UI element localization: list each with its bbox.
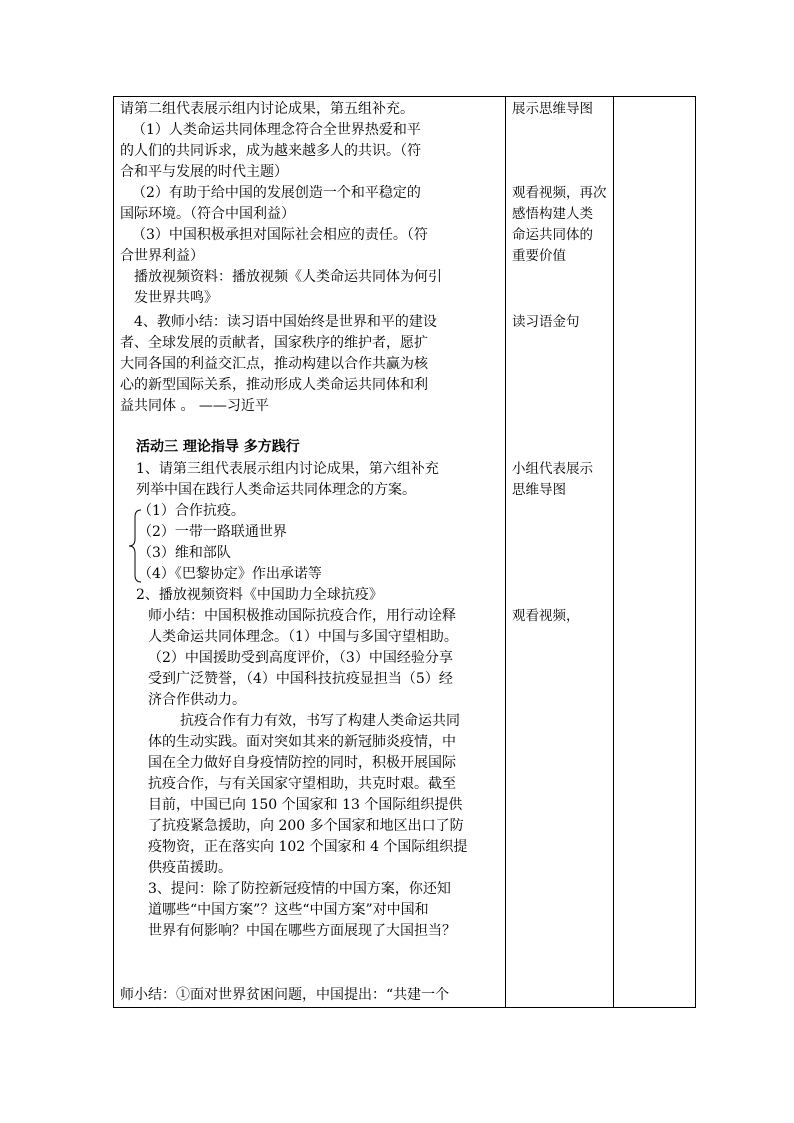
text-line: 益共同体 。 ——习近平 xyxy=(120,398,269,414)
side-note: 观看视频，再次 xyxy=(512,185,607,201)
text-line: （1）人类命运共同体理念符合全世界热爱和平 xyxy=(132,122,421,138)
text-line: 1、请第三组代表展示组内讨论成果，第六组补充 xyxy=(136,461,439,477)
text-line: 4、教师小结：读习语中国始终是世界和平的建设 xyxy=(134,314,437,330)
text-line: 合世界利益） xyxy=(120,248,204,264)
column-divider xyxy=(505,97,506,1007)
side-note: 展示思维导图 xyxy=(512,101,593,117)
list-item: （2）一带一路联通世界 xyxy=(138,524,287,540)
text-line: 大同各国的利益交汇点，推动构建以合作共赢为核 xyxy=(120,356,428,372)
text-line: 师小结：中国积极推动国际抗疫合作，用行动诠释 xyxy=(148,608,456,624)
list-item: （1）合作抗疫。 xyxy=(138,503,245,519)
lesson-plan-table xyxy=(113,96,696,1008)
text-line: 供疫苗援助。 xyxy=(148,860,232,876)
text-line: 抗疫合作，与有关国家守望相助，共克时艰。截至 xyxy=(148,776,456,792)
text-line: 了抗疫紧急援助，向 200 多个国家和地区出口了防 xyxy=(148,818,464,834)
text-line: 播放视频资料：播放视频《人类命运共同体为何引 xyxy=(134,269,442,285)
text-line: 世界有何影响？中国在哪些方面展现了大国担当？ xyxy=(148,923,456,939)
text-line: 体的生动实践。面对突如其来的新冠肺炎疫情，中 xyxy=(148,734,456,750)
text-line: 的人们的共同诉求，成为越来越多人的共识。（符 xyxy=(120,143,421,159)
side-note: 小组代表展示 xyxy=(512,461,593,477)
text-line: 师小结：①面对世界贫困问题，中国提出：“共建一个 xyxy=(120,987,450,1003)
text-line: 道哪些“中国方案”？这些“中国方案”对中国和 xyxy=(148,902,429,918)
side-note: 命运共同体的 xyxy=(512,227,593,243)
text-line: （2）中国援助受到高度评价，（3）中国经验分享 xyxy=(148,650,453,666)
text-line: 3、提问：除了防控新冠疫情的中国方案，你还知 xyxy=(148,881,451,897)
text-line: 请第二组代表展示组内讨论成果，第五组补充。 xyxy=(120,101,414,117)
text-line: 受到广泛赞誉，（4）中国科技抗疫显担当（5）经 xyxy=(148,671,453,687)
text-line: 国际环境。（符合中国利益） xyxy=(120,206,295,222)
text-line: 心的新型国际关系，推动形成人类命运共同体和利 xyxy=(120,377,428,393)
text-line: 2、播放视频资料《中国助力全球抗疫》 xyxy=(136,587,383,603)
side-note: 思维导图 xyxy=(512,482,566,498)
list-item: （3）维和部队 xyxy=(138,545,231,561)
teacher-activity-column xyxy=(118,97,504,1007)
text-line: 人类命运共同体理念。（1）中国与多国守望相助。 xyxy=(148,629,458,645)
section-heading: 活动三 理论指导 多方践行 xyxy=(136,439,300,455)
text-line: 国在全力做好自身疫情防控的同时，积极开展国际 xyxy=(148,755,456,771)
side-note: 重要价值 xyxy=(512,248,566,264)
column-divider xyxy=(613,97,614,1007)
student-activity-column xyxy=(510,97,612,1007)
list-item: （4）《巴黎协定》作出承诺等 xyxy=(138,566,322,582)
side-note: 感悟构建人类 xyxy=(512,206,593,222)
text-line: 目前，中国已向 150 个国家和 13 个国际组织提供 xyxy=(148,797,463,813)
text-line: 合和平与发展的时代主题） xyxy=(120,164,288,180)
text-line: （3）中国积极承担对国际社会相应的责任。（符 xyxy=(132,227,428,243)
text-line: 济合作供动力。 xyxy=(148,692,246,708)
side-note: 观看视频， xyxy=(512,608,580,624)
empty-notes-column xyxy=(615,97,695,1007)
text-line: 列举中国在践行人类命运共同体理念的方案。 xyxy=(136,482,416,498)
text-line: （2）有助于给中国的发展创造一个和平稳定的 xyxy=(132,185,421,201)
text-line: 者、全球发展的贡献者，国家秩序的维护者，愿扩 xyxy=(120,335,428,351)
text-line: 抗疫合作有力有效，书写了构建人类命运共同 xyxy=(180,713,460,729)
text-line: 疫物资，正在落实向 102 个国家和 4 个国际组织提 xyxy=(148,839,468,855)
text-line: 发世界共鸣》 xyxy=(134,290,218,306)
side-note: 读习语金句 xyxy=(512,314,580,330)
